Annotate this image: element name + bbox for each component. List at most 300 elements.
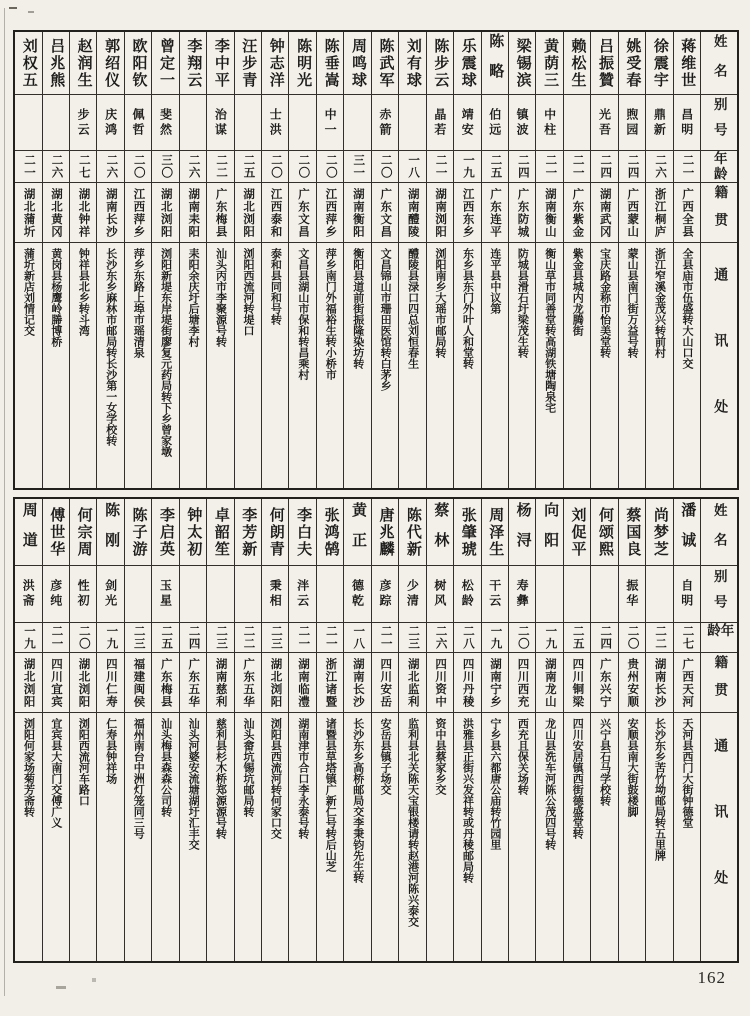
alias-text: 士洪 [268, 107, 283, 138]
age-cell [317, 622, 343, 652]
age-cell [427, 622, 453, 652]
addr-text: 慈利县杉木桥郑源源号转 [214, 718, 227, 839]
age-cell [591, 150, 617, 182]
age-text: 二一 [50, 625, 63, 650]
origin-text: 浙江诸暨 [324, 657, 337, 708]
name-cell [125, 32, 151, 94]
name-cell [399, 499, 425, 565]
name-cell [43, 32, 69, 94]
alias-text: 镇波 [515, 107, 530, 138]
person-column [618, 32, 645, 488]
age-text: 二二 [242, 625, 255, 650]
name-cell [619, 499, 645, 565]
alias-text: 伯远 [487, 107, 502, 138]
age-cell [509, 622, 535, 652]
origin-cell [70, 652, 96, 712]
addr-cell [97, 712, 123, 961]
addr-text: 浏阳新堤东岸堤街廖复元药局转下乡曾家墩 [159, 248, 172, 457]
alias-text: 彦纯 [48, 579, 63, 609]
alias-text: 中柱 [542, 107, 557, 138]
origin-cell [619, 182, 645, 242]
person-column [645, 32, 672, 488]
alias-cell [427, 94, 453, 150]
name-text: 蔡林 [432, 502, 449, 562]
scan-speck [56, 986, 66, 989]
addr-cell [43, 712, 69, 961]
origin-text: 四川资中 [434, 657, 447, 708]
person-column [398, 32, 425, 488]
name-text: 陈刚 [103, 502, 120, 562]
age-text: 二〇 [77, 625, 90, 650]
name-text: 赖松生 [569, 37, 586, 89]
age-cell [536, 622, 562, 652]
name-text: 吕兆熊 [48, 37, 65, 89]
person-column [535, 499, 562, 961]
addr-cell [125, 712, 151, 961]
alias-text: 洪斋 [21, 579, 36, 609]
alias-text: 赤箭 [377, 107, 392, 138]
origin-text: 湖南衡阳 [351, 187, 364, 238]
origin-text: 湖南武冈 [598, 187, 611, 238]
alias-text: 干云 [487, 579, 502, 609]
origin-cell [97, 182, 123, 242]
origin-cell [536, 652, 562, 712]
name-text: 陈略 [487, 33, 504, 93]
addr-text: 醴陵县渌口四总刘恒春生 [406, 248, 419, 369]
person-column [453, 499, 480, 961]
header-name-cell [701, 499, 737, 565]
alias-text: 煦园 [624, 107, 639, 138]
person-column [645, 499, 672, 961]
origin-text: 湖北钟祥 [77, 187, 90, 238]
name-cell [509, 32, 535, 94]
name-cell [262, 499, 288, 565]
name-text: 李启英 [157, 506, 174, 558]
origin-text: 广东梅县 [159, 657, 172, 708]
addr-text: 长沙东乡麻林市邮局转长沙第一女学校转 [104, 248, 117, 446]
name-cell [289, 32, 315, 94]
origin-text: 湖北浏阳 [77, 657, 90, 708]
header-name-cell [701, 32, 737, 94]
person-column [261, 499, 288, 961]
addr-text: 汕头梅县森森公司转 [159, 718, 172, 817]
name-text: 周泽生 [487, 506, 504, 558]
addr-text: 龙山县洗车河陈公茂四号转 [543, 718, 556, 850]
origin-cell [564, 182, 590, 242]
alias-cell [70, 94, 96, 150]
alias-text: 晶若 [432, 107, 447, 138]
person-column [371, 499, 398, 961]
origin-text: 湖北蒲圻 [22, 187, 35, 238]
name-text: 乐震球 [459, 37, 476, 89]
name-text: 张肇琥 [459, 506, 476, 558]
origin-text: 湖南耒阳 [187, 187, 200, 238]
alias-text: 光吾 [597, 107, 612, 138]
header-column [700, 32, 737, 488]
addr-text: 泰和县同和号转 [269, 248, 282, 325]
origin-cell [262, 652, 288, 712]
alias-text: 泮云 [295, 579, 310, 609]
age-text: 二〇 [516, 625, 529, 650]
addr-cell [564, 712, 590, 961]
alias-cell [674, 565, 700, 622]
age-text: 二六 [50, 154, 63, 179]
addr-text: 长沙东乡高桥邮局交李秉钧先生转 [351, 718, 364, 883]
addr-text: 天河县西门大街钟德堂 [680, 718, 693, 828]
age-text: 二一 [297, 625, 310, 650]
origin-cell [15, 182, 41, 242]
addr-cell [427, 712, 453, 961]
scan-speck [92, 978, 96, 982]
origin-text: 广东五华 [187, 657, 200, 708]
addr-cell [152, 712, 178, 961]
origin-text: 四川西充 [516, 657, 529, 708]
origin-cell [344, 652, 370, 712]
name-text: 潘诚 [679, 502, 696, 562]
header-age-label: 年龄 [705, 623, 734, 639]
addr-text: 湖南津市合口李永泰号转 [296, 718, 309, 839]
age-cell [646, 622, 672, 652]
age-cell [564, 150, 590, 182]
origin-text: 浙江桐庐 [653, 187, 666, 238]
age-text: 三一 [352, 154, 365, 179]
age-cell [15, 150, 41, 182]
alias-cell [43, 565, 69, 622]
name-cell [207, 32, 233, 94]
addr-text: 文昌锦山市珊田医馆转白茅乡 [379, 248, 392, 391]
person-column [15, 499, 41, 961]
person-column [563, 32, 590, 488]
person-column [69, 32, 96, 488]
alias-cell [289, 94, 315, 150]
origin-cell [43, 652, 69, 712]
header-origin-label: 籍贯 [712, 655, 728, 710]
name-text: 陈代新 [404, 506, 421, 558]
alias-cell [482, 565, 508, 622]
origin-cell [536, 182, 562, 242]
name-cell [70, 499, 96, 565]
age-cell [152, 622, 178, 652]
addr-cell [317, 712, 343, 961]
addr-text: 汕头河婆安流塘湖圩汇丰交 [187, 718, 200, 850]
origin-cell [674, 182, 700, 242]
age-cell [262, 150, 288, 182]
person-column [453, 32, 480, 488]
addr-cell [646, 712, 672, 961]
person-column [179, 32, 206, 488]
origin-text: 湖南长沙 [104, 187, 117, 238]
name-text: 钟志洋 [267, 37, 284, 89]
age-text: 二五 [242, 154, 255, 179]
origin-cell [344, 182, 370, 242]
addr-text: 安顺县南大街鼓楼脚 [626, 718, 639, 817]
origin-cell [427, 652, 453, 712]
age-cell [674, 622, 700, 652]
name-text: 陈步云 [432, 37, 449, 89]
alias-cell [372, 94, 398, 150]
name-cell [536, 499, 562, 565]
origin-text: 湖南醴陵 [406, 187, 419, 238]
name-cell [646, 499, 672, 565]
age-cell [317, 150, 343, 182]
addr-text: 宜宾县大南门交傅广义 [49, 718, 62, 828]
age-text: 二四 [599, 154, 612, 179]
person-column [398, 499, 425, 961]
age-text: 二一 [379, 625, 392, 650]
addr-text: 萍乡东路上埠市瑶清泉 [132, 248, 145, 358]
age-cell [399, 150, 425, 182]
alias-text: 昌明 [679, 107, 694, 138]
addr-text: 紫金县城内龙腾街 [571, 248, 584, 336]
origin-text: 广东兴宁 [598, 657, 611, 708]
age-text: 二六 [187, 154, 200, 179]
addr-text: 资中县蔡家乡交 [434, 718, 447, 795]
age-text: 一九 [105, 625, 118, 650]
name-text: 刘有球 [404, 37, 421, 89]
alias-cell [180, 94, 206, 150]
name-text: 何宗周 [75, 506, 92, 558]
origin-text: 江西泰和 [269, 187, 282, 238]
origin-text: 广西全县 [681, 187, 694, 238]
header-origin-cell [701, 182, 737, 242]
addr-text: 洪雅县正街兴发祥转或丹稜邮局转 [461, 718, 474, 883]
age-cell [15, 622, 41, 652]
person-column [96, 499, 123, 961]
addr-text: 安岳县镇子场交 [379, 718, 392, 795]
alias-cell [15, 565, 41, 622]
name-text: 唐兆麟 [377, 506, 394, 558]
age-cell [454, 622, 480, 652]
name-cell [235, 32, 261, 94]
person-column [15, 32, 41, 488]
age-text: 二五 [571, 625, 584, 650]
age-text: 一九 [462, 154, 475, 179]
alias-cell [235, 565, 261, 622]
name-cell [591, 499, 617, 565]
name-cell [482, 499, 508, 565]
origin-cell [509, 652, 535, 712]
name-cell [207, 499, 233, 565]
addr-cell [235, 712, 261, 961]
addr-cell [43, 242, 69, 488]
origin-text: 湖南浏阳 [434, 187, 447, 238]
name-cell [262, 32, 288, 94]
header-origin-label: 籍贯 [712, 185, 728, 240]
alias-cell [43, 94, 69, 150]
age-cell [97, 622, 123, 652]
name-cell [454, 32, 480, 94]
origin-text: 四川安岳 [379, 657, 392, 708]
age-text: 二五 [160, 625, 173, 650]
age-text: 二三 [215, 625, 228, 650]
name-text: 梁锡滨 [514, 37, 531, 89]
addr-cell [207, 712, 233, 961]
alias-cell [591, 565, 617, 622]
age-text: 二三 [269, 625, 282, 650]
addr-cell [289, 712, 315, 961]
origin-cell [262, 182, 288, 242]
addr-cell [317, 242, 343, 488]
name-text: 何朗青 [267, 506, 284, 558]
age-text: 二〇 [269, 154, 282, 179]
name-cell [70, 32, 96, 94]
name-cell [317, 32, 343, 94]
name-cell [15, 32, 41, 94]
name-cell [591, 32, 617, 94]
alias-cell [344, 565, 370, 622]
addr-cell [207, 242, 233, 488]
origin-text: 湖北浏阳 [22, 657, 35, 708]
person-column [590, 32, 617, 488]
addr-cell [262, 712, 288, 961]
addr-text: 西充且保关场转 [516, 718, 529, 795]
addr-text: 浏阳西流河转堤口 [241, 248, 254, 336]
alias-cell [180, 565, 206, 622]
name-text: 曾定一 [157, 37, 174, 89]
person-column [343, 499, 370, 961]
name-cell [536, 32, 562, 94]
origin-cell [317, 652, 343, 712]
origin-cell [180, 652, 206, 712]
header-name-label: 姓名 [711, 502, 727, 562]
alias-cell [125, 94, 151, 150]
alias-cell [454, 565, 480, 622]
alias-text: 步云 [76, 107, 91, 138]
person-column [535, 32, 562, 488]
origin-text: 广东梅县 [214, 187, 227, 238]
alias-cell [97, 94, 123, 150]
alias-cell [509, 94, 535, 150]
origin-cell [15, 652, 41, 712]
origin-cell [372, 182, 398, 242]
person-column [590, 499, 617, 961]
person-column [179, 499, 206, 961]
alias-cell [70, 565, 96, 622]
name-text: 姚受春 [624, 37, 641, 89]
age-text: 一九 [544, 625, 557, 650]
person-column [151, 499, 178, 961]
addr-text: 衡阳县道前街振隆染坊转 [351, 248, 364, 369]
addr-text: 蒙山县南门街万益号转 [626, 248, 639, 358]
name-cell [289, 499, 315, 565]
addr-text: 东乡县东门外叶人和堂转 [461, 248, 474, 369]
alias-cell [482, 94, 508, 150]
origin-text: 湖北浏阳 [159, 187, 172, 238]
addr-cell [619, 242, 645, 488]
name-text: 陈子游 [130, 506, 147, 558]
alias-text: 斐然 [158, 107, 173, 138]
person-column [673, 32, 700, 488]
person-column [42, 32, 69, 488]
person-column [234, 499, 261, 961]
addr-cell [427, 242, 453, 488]
person-column [96, 32, 123, 488]
origin-text: 四川宜宾 [50, 657, 63, 708]
origin-cell [43, 182, 69, 242]
age-text: 二六 [654, 154, 667, 179]
header-address-cell [701, 712, 737, 961]
age-text: 二一 [681, 154, 694, 179]
origin-cell [180, 182, 206, 242]
age-cell [70, 622, 96, 652]
alias-cell [317, 565, 343, 622]
addr-text: 浏阳南乡大瑶市邮局转 [434, 248, 447, 358]
addr-text: 黄岗县杨鹰岭幐博桥 [49, 248, 62, 347]
alias-text: 佩哲 [131, 107, 146, 138]
age-text: 一九 [489, 625, 502, 650]
origin-cell [399, 652, 425, 712]
alias-cell [427, 565, 453, 622]
addr-text: 长沙东乡苦竹坳邮局转五里牌 [653, 718, 666, 861]
age-text: 二四 [626, 154, 639, 179]
origin-cell [591, 652, 617, 712]
name-text: 卓韶笙 [212, 506, 229, 558]
origin-cell [152, 182, 178, 242]
age-text: 二二 [215, 154, 228, 179]
person-column [316, 499, 343, 961]
name-cell [646, 32, 672, 94]
alias-cell [646, 565, 672, 622]
origin-text: 广东五华 [242, 657, 255, 708]
header-address-label: 通讯处 [712, 738, 728, 936]
alias-text: 彦踪 [377, 579, 392, 609]
person-column [206, 499, 233, 961]
age-text: 二一 [434, 154, 447, 179]
alias-cell [235, 94, 261, 150]
origin-text: 广东防城 [516, 187, 529, 238]
person-column [426, 499, 453, 961]
origin-text: 广东连平 [489, 187, 502, 238]
name-text: 蔡国良 [624, 506, 641, 558]
age-cell [454, 150, 480, 182]
alias-cell [564, 94, 590, 150]
alias-cell [674, 94, 700, 150]
origin-text: 四川铜梁 [571, 657, 584, 708]
addr-text: 福州南台中洲灯笼同三号 [132, 718, 145, 839]
name-cell [454, 499, 480, 565]
origin-text: 湖北黄冈 [50, 187, 63, 238]
addr-cell [70, 242, 96, 488]
age-text: 二四 [187, 625, 200, 650]
name-cell [180, 32, 206, 94]
age-text: 二五 [489, 154, 502, 179]
addr-cell [399, 712, 425, 961]
origin-cell [399, 182, 425, 242]
alias-cell [125, 565, 151, 622]
person-column [234, 32, 261, 488]
age-cell [180, 150, 206, 182]
header-alias-cell [701, 94, 737, 150]
addr-cell [262, 242, 288, 488]
name-cell [97, 32, 123, 94]
name-text: 赵润生 [75, 37, 92, 89]
name-cell [180, 499, 206, 565]
name-text: 陈明光 [295, 37, 312, 89]
age-cell [70, 150, 96, 182]
age-text: 二三 [407, 625, 420, 650]
origin-cell [289, 182, 315, 242]
addr-text: 四川安居镇西街德盛堂转 [571, 718, 584, 839]
origin-cell [646, 182, 672, 242]
alias-cell [289, 565, 315, 622]
name-text: 陈武军 [377, 37, 394, 89]
name-text: 周鸣球 [350, 37, 367, 89]
age-cell [289, 622, 315, 652]
origin-text: 湖南长沙 [351, 657, 364, 708]
person-column [206, 32, 233, 488]
addr-text: 衡山草市同善堂转高湖铁塘陶泉宅 [543, 248, 556, 413]
age-cell [152, 150, 178, 182]
